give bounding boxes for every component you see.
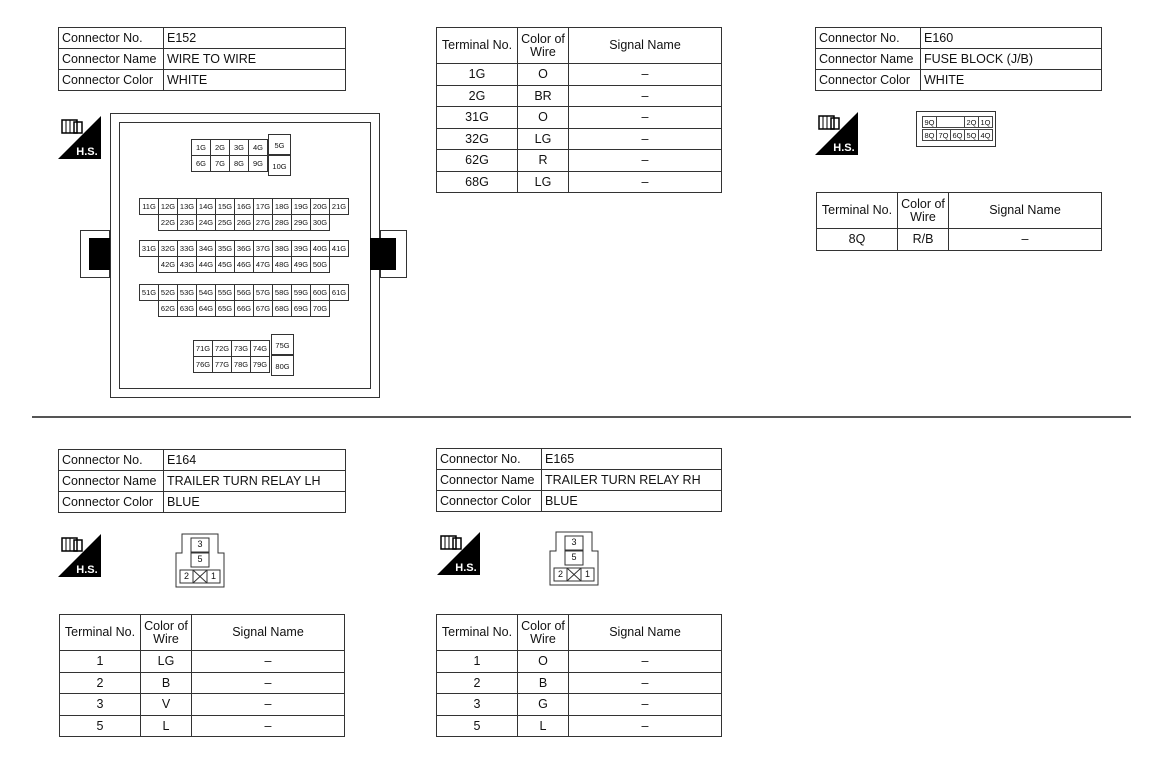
hs-label: H.S. — [76, 146, 98, 158]
signal-name-cell: – — [569, 672, 722, 694]
header-terminal-no: Terminal No. — [437, 615, 518, 651]
hs-icon — [815, 112, 858, 155]
e152-pin: 57G — [253, 284, 273, 301]
signal-name-cell: – — [569, 150, 722, 172]
e152-color: WHITE — [164, 70, 346, 91]
e165-no: E165 — [542, 449, 722, 470]
e165-info-table — [436, 448, 722, 512]
section-divider — [32, 416, 1131, 418]
table-row — [437, 85, 722, 107]
table-row — [437, 651, 722, 673]
e152-pin: 65G — [215, 300, 235, 317]
e164-no: E164 — [164, 450, 346, 471]
wire-color-cell: O — [518, 64, 569, 86]
signal-name-cell: – — [949, 229, 1102, 251]
hs-label: H.S. — [76, 564, 98, 576]
e160-name: FUSE BLOCK (J/B) — [921, 49, 1102, 70]
wire-color-cell: O — [518, 107, 569, 129]
label-connector-color: Connector Color — [59, 492, 164, 513]
e165-pin-2: 2 — [557, 569, 563, 579]
signal-name-cell: – — [569, 107, 722, 129]
e152-pin: 53G — [177, 284, 197, 301]
hs-icon — [437, 532, 480, 575]
table-row — [60, 672, 345, 694]
e152-pin: 63G — [177, 300, 197, 317]
table-row — [437, 715, 722, 737]
wire-color-cell: L — [518, 715, 569, 737]
e165-pin-5: 5 — [571, 552, 577, 562]
e152-pin: 34G — [196, 240, 216, 257]
e164-info-table — [58, 449, 346, 513]
e152-pin: 49G — [291, 256, 311, 273]
e152-pin: 46G — [234, 256, 254, 273]
e152-pin: 5G — [268, 134, 291, 155]
e164-color: BLUE — [164, 492, 346, 513]
e152-pin: 1G — [191, 139, 211, 156]
e152-pin: 78G — [231, 356, 251, 373]
terminal-no-cell: 68G — [437, 171, 518, 193]
e152-pin: 69G — [291, 300, 311, 317]
e164-pin-5: 5 — [197, 554, 203, 564]
e152-pin: 17G — [253, 198, 273, 215]
e152-pin: 39G — [291, 240, 311, 257]
label-connector-name: Connector Name — [816, 49, 921, 70]
wire-color-cell: G — [518, 694, 569, 716]
signal-name-cell: – — [569, 64, 722, 86]
hs-icon — [58, 116, 101, 159]
table-row — [437, 128, 722, 150]
hs-icon — [58, 534, 101, 577]
wire-color-cell: BR — [518, 85, 569, 107]
signal-name-cell: – — [569, 85, 722, 107]
e152-pin: 60G — [310, 284, 330, 301]
e152-right-latch — [370, 238, 396, 270]
terminal-no-cell: 2 — [60, 672, 141, 694]
e152-pin: 3G — [229, 139, 249, 156]
wire-color-cell: LG — [518, 128, 569, 150]
table-row — [437, 672, 722, 694]
e152-info-table — [58, 27, 346, 91]
e165-pin-3: 3 — [571, 537, 577, 547]
e152-pin: 44G — [196, 256, 216, 273]
e164-terminal-table — [59, 614, 345, 737]
wire-color-cell: V — [141, 694, 192, 716]
e152-pin: 14G — [196, 198, 216, 215]
e160-terminal-table — [816, 192, 1102, 251]
e152-pin: 62G — [158, 300, 178, 317]
e152-pin: 41G — [329, 240, 349, 257]
header-terminal-no: Terminal No. — [817, 193, 898, 229]
table-row — [437, 171, 722, 193]
e160-pin: 2Q — [964, 116, 979, 128]
e152-pin: 75G — [271, 334, 294, 355]
e152-pin: 51G — [139, 284, 159, 301]
e152-pin: 16G — [234, 198, 254, 215]
e165-color: BLUE — [542, 491, 722, 512]
label-connector-no: Connector No. — [59, 28, 164, 49]
e152-pin: 19G — [291, 198, 311, 215]
label-connector-name: Connector Name — [59, 471, 164, 492]
e152-pin: 48G — [272, 256, 292, 273]
e152-pin: 45G — [215, 256, 235, 273]
e152-pin: 79G — [250, 356, 270, 373]
e160-color: WHITE — [921, 70, 1102, 91]
e152-pin: 26G — [234, 214, 254, 231]
wire-color-cell: LG — [141, 651, 192, 673]
table-row — [437, 150, 722, 172]
e152-pin: 66G — [234, 300, 254, 317]
label-connector-no: Connector No. — [437, 449, 542, 470]
header-color-of-wire: Color of Wire — [141, 615, 192, 651]
hs-label: H.S. — [833, 142, 855, 154]
header-color-of-wire: Color of Wire — [898, 193, 949, 229]
wire-color-cell: LG — [518, 171, 569, 193]
signal-name-cell: – — [569, 715, 722, 737]
e152-no: E152 — [164, 28, 346, 49]
e152-pin: 18G — [272, 198, 292, 215]
e160-pin: 4Q — [978, 129, 993, 141]
e152-pin: 72G — [212, 340, 232, 357]
header-terminal-no: Terminal No. — [60, 615, 141, 651]
label-connector-name: Connector Name — [437, 470, 542, 491]
e164-connector — [172, 533, 230, 589]
e152-pin: 73G — [231, 340, 251, 357]
e152-pin: 15G — [215, 198, 235, 215]
e152-pin: 21G — [329, 198, 349, 215]
e152-pin: 80G — [271, 355, 294, 376]
table-row — [437, 107, 722, 129]
e160-pin: 9Q — [922, 116, 937, 128]
terminal-no-cell: 1 — [60, 651, 141, 673]
header-signal-name: Signal Name — [569, 615, 722, 651]
e152-pin: 29G — [291, 214, 311, 231]
e152-name: WIRE TO WIRE — [164, 49, 346, 70]
e152-pin: 23G — [177, 214, 197, 231]
header-color-of-wire: Color of Wire — [518, 615, 569, 651]
e152-pin: 2G — [210, 139, 230, 156]
e152-pin: 55G — [215, 284, 235, 301]
e152-pin: 7G — [210, 155, 230, 172]
e160-pin: 5Q — [964, 129, 979, 141]
e152-pin: 52G — [158, 284, 178, 301]
terminal-no-cell: 2 — [437, 672, 518, 694]
e152-pin: 40G — [310, 240, 330, 257]
e152-pin: 67G — [253, 300, 273, 317]
e152-pin: 12G — [158, 198, 178, 215]
e152-pin: 50G — [310, 256, 330, 273]
e152-pin: 28G — [272, 214, 292, 231]
e152-pin: 37G — [253, 240, 273, 257]
e165-terminal-table — [436, 614, 722, 737]
header-color-of-wire: Color of Wire — [518, 28, 569, 64]
e152-pin: 10G — [268, 155, 291, 176]
e152-pin: 42G — [158, 256, 178, 273]
header-signal-name: Signal Name — [949, 193, 1102, 229]
signal-name-cell: – — [569, 694, 722, 716]
terminal-no-cell: 62G — [437, 150, 518, 172]
hs-label: H.S. — [455, 562, 477, 574]
e152-pin: 43G — [177, 256, 197, 273]
table-row — [437, 64, 722, 86]
e165-connector — [546, 531, 604, 587]
e152-pin: 61G — [329, 284, 349, 301]
e152-pin: 38G — [272, 240, 292, 257]
e152-left-latch — [89, 238, 110, 270]
e152-pin: 13G — [177, 198, 197, 215]
wire-color-cell: R — [518, 150, 569, 172]
label-connector-color: Connector Color — [59, 70, 164, 91]
e152-pin: 22G — [158, 214, 178, 231]
terminal-no-cell: 8Q — [817, 229, 898, 251]
signal-name-cell: – — [569, 171, 722, 193]
wire-color-cell: L — [141, 715, 192, 737]
terminal-no-cell: 3 — [60, 694, 141, 716]
e152-pin: 35G — [215, 240, 235, 257]
header-terminal-no: Terminal No. — [437, 28, 518, 64]
e160-info-table — [815, 27, 1102, 91]
e152-pin: 74G — [250, 340, 270, 357]
label-connector-color: Connector Color — [816, 70, 921, 91]
e160-pin: 6Q — [950, 129, 965, 141]
table-row — [60, 715, 345, 737]
table-row — [60, 651, 345, 673]
e160-pin: 7Q — [936, 129, 951, 141]
signal-name-cell: – — [569, 651, 722, 673]
e152-pin: 33G — [177, 240, 197, 257]
label-connector-no: Connector No. — [816, 28, 921, 49]
header-signal-name: Signal Name — [569, 28, 722, 64]
e152-pin: 30G — [310, 214, 330, 231]
signal-name-cell: – — [192, 672, 345, 694]
terminal-no-cell: 2G — [437, 85, 518, 107]
wire-color-cell: B — [518, 672, 569, 694]
e152-pin: 70G — [310, 300, 330, 317]
table-row — [437, 694, 722, 716]
terminal-no-cell: 32G — [437, 128, 518, 150]
label-connector-no: Connector No. — [59, 450, 164, 471]
e152-pin: 68G — [272, 300, 292, 317]
e152-pin: 36G — [234, 240, 254, 257]
terminal-no-cell: 5 — [437, 715, 518, 737]
terminal-no-cell: 31G — [437, 107, 518, 129]
label-connector-name: Connector Name — [59, 49, 164, 70]
e152-pin: 9G — [248, 155, 268, 172]
e152-pin: 4G — [248, 139, 268, 156]
e152-pin: 58G — [272, 284, 292, 301]
e152-pin: 6G — [191, 155, 211, 172]
e152-pin: 11G — [139, 198, 159, 215]
e165-name: TRAILER TURN RELAY RH — [542, 470, 722, 491]
e164-pin-2: 2 — [183, 571, 189, 581]
e152-pin: 24G — [196, 214, 216, 231]
e160-pin: 1Q — [978, 116, 993, 128]
wire-color-cell: O — [518, 651, 569, 673]
wire-color-cell: B — [141, 672, 192, 694]
e165-pin-1: 1 — [584, 569, 590, 579]
signal-name-cell: – — [192, 694, 345, 716]
e152-pin: 47G — [253, 256, 273, 273]
e152-pin: 64G — [196, 300, 216, 317]
terminal-no-cell: 5 — [60, 715, 141, 737]
wire-color-cell: R/B — [898, 229, 949, 251]
e160-blank-cavity — [936, 116, 965, 128]
table-row — [60, 694, 345, 716]
signal-name-cell: – — [192, 715, 345, 737]
terminal-no-cell: 1 — [437, 651, 518, 673]
e152-pin: 8G — [229, 155, 249, 172]
signal-name-cell: – — [569, 128, 722, 150]
e152-pin: 56G — [234, 284, 254, 301]
e152-pin: 71G — [193, 340, 213, 357]
e152-pin: 76G — [193, 356, 213, 373]
e152-pin: 27G — [253, 214, 273, 231]
signal-name-cell: – — [192, 651, 345, 673]
e164-name: TRAILER TURN RELAY LH — [164, 471, 346, 492]
e152-pin: 20G — [310, 198, 330, 215]
terminal-no-cell: 3 — [437, 694, 518, 716]
terminal-no-cell: 1G — [437, 64, 518, 86]
e152-pin: 31G — [139, 240, 159, 257]
e160-pin: 8Q — [922, 129, 937, 141]
e152-pin: 59G — [291, 284, 311, 301]
e152-pin: 32G — [158, 240, 178, 257]
e164-pin-3: 3 — [197, 539, 203, 549]
e152-pin: 77G — [212, 356, 232, 373]
table-row — [817, 229, 1102, 251]
e152-terminal-table — [436, 27, 722, 193]
e164-pin-1: 1 — [210, 571, 216, 581]
header-signal-name: Signal Name — [192, 615, 345, 651]
e152-pin: 25G — [215, 214, 235, 231]
e152-pin: 54G — [196, 284, 216, 301]
e160-no: E160 — [921, 28, 1102, 49]
label-connector-color: Connector Color — [437, 491, 542, 512]
